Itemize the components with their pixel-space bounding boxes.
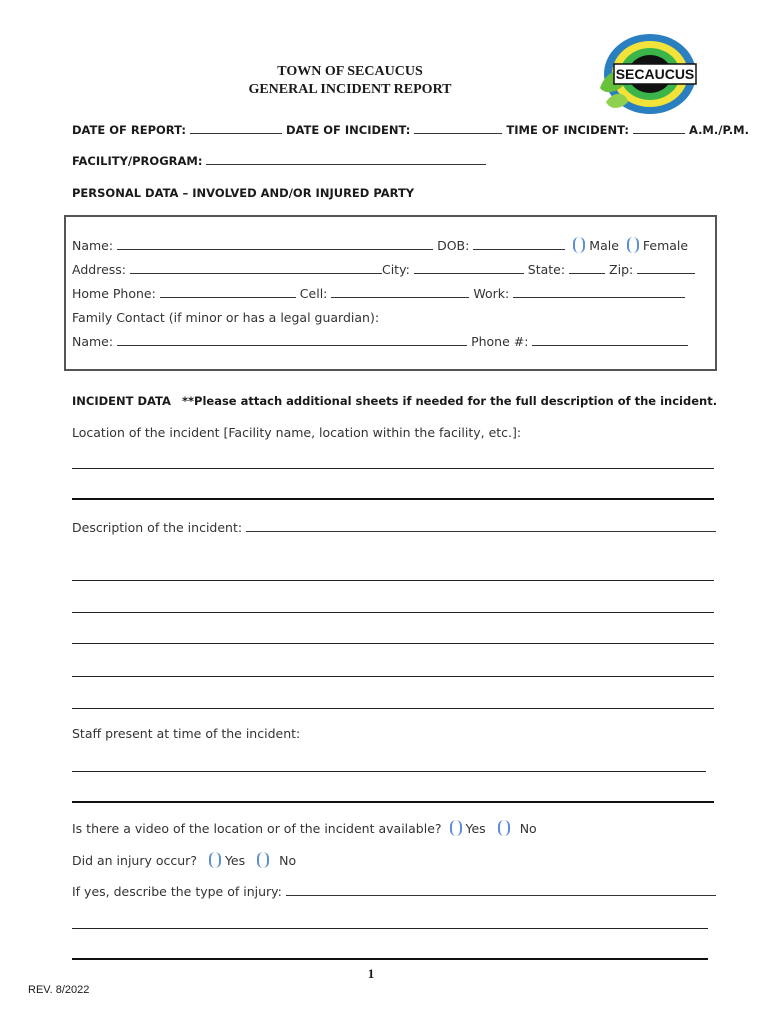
description-line-3[interactable] [72,643,714,644]
city-field[interactable] [414,262,524,274]
top-fields-row [72,122,749,137]
home-phone-label: Home Phone: [72,286,156,301]
injury-line-2[interactable] [72,958,708,960]
phone-field[interactable] [532,334,688,346]
facility-field[interactable] [206,153,486,165]
name-field[interactable] [117,238,433,250]
description-label: Description of the incident: [72,520,243,535]
injury-line-1[interactable] [72,928,708,929]
injury-desc-label: If yes, describe the type of injury: [72,884,282,899]
town-title: TOWN OF SECAUCUS [277,64,423,79]
injury-no-label: No [279,853,297,868]
cell-field[interactable] [331,286,469,298]
date-of-report-field[interactable] [190,122,282,134]
contact-row [72,334,688,349]
injury-desc-field[interactable] [286,884,716,896]
time-of-incident-label: TIME OF INCIDENT: [506,123,629,137]
state-label: State: [527,262,566,277]
facility-row [72,153,486,168]
secaucus-logo [592,30,702,116]
description-row [72,520,716,535]
name-label: Name: [72,238,114,253]
logo-text: SECAUCUS [615,66,695,82]
state-field[interactable] [569,262,605,274]
date-of-report-label: DATE OF REPORT: [72,123,186,137]
home-phone-field[interactable] [160,286,296,298]
injury-question: Did an injury occur? [72,853,197,868]
name-row [72,237,688,253]
female-checkbox[interactable] [627,237,639,253]
contact-name-field[interactable] [117,334,467,346]
video-question: Is there a video of the location or of the incident available? [72,821,442,836]
staff-line-2[interactable] [72,801,714,803]
incident-note: **Please attach additional sheets if needed for the full description of the incident. [182,394,718,408]
injury-desc-row [72,884,716,899]
description-line-5[interactable] [72,708,714,709]
address-row [72,262,695,277]
work-label: Work: [473,286,510,301]
date-of-incident-label: DATE OF INCIDENT: [286,123,411,137]
date-of-incident-field[interactable] [414,122,502,134]
injury-yes-label: Yes [224,853,246,868]
dob-label: DOB: [437,238,470,253]
family-contact-label: Family Contact (if minor or has a legal guardian): [72,310,380,325]
dob-field[interactable] [473,238,565,250]
zip-label: Zip: [609,262,634,277]
injury-row [72,852,296,868]
revision-label: REV. 8/2022 [28,984,90,996]
video-yes-checkbox[interactable] [450,820,462,836]
location-label: Location of the incident [Facility name, location within the facility, etc.]: [72,425,522,440]
report-title: GENERAL INCIDENT REPORT [248,82,452,97]
injury-no-checkbox[interactable] [257,852,269,868]
cell-label: Cell: [299,286,328,301]
am-pm-label: A.M./P.M. [688,123,749,137]
personal-data-heading: PERSONAL DATA – INVOLVED AND/OR INJURED PARTY [72,186,415,200]
description-line-4[interactable] [72,676,714,677]
page-number: 1 [367,966,375,981]
location-line-2[interactable] [72,498,714,500]
description-line-1[interactable] [72,580,714,581]
time-of-incident-field[interactable] [633,122,685,134]
incident-data-heading: INCIDENT DATA [72,394,171,408]
city-label: City: [381,262,410,277]
injury-yes-checkbox[interactable] [209,852,221,868]
female-label: Female [642,238,689,253]
staff-line-1[interactable] [72,771,706,772]
zip-field[interactable] [637,262,695,274]
work-field[interactable] [513,286,685,298]
address-label: Address: [72,262,126,277]
male-label: Male [589,238,619,253]
contact-name-label: Name: [72,334,114,349]
video-row [72,820,537,836]
phone-row [72,286,685,301]
description-field[interactable] [246,520,716,532]
male-checkbox[interactable] [573,237,585,253]
video-no-label: No [519,821,537,836]
phone-label: Phone #: [471,334,529,349]
video-yes-label: Yes [465,821,486,836]
address-field[interactable] [130,262,382,274]
location-line-1[interactable] [72,468,714,469]
staff-label: Staff present at time of the incident: [72,726,301,741]
video-no-checkbox[interactable] [498,820,510,836]
facility-label: FACILITY/PROGRAM: [72,154,203,168]
description-line-2[interactable] [72,612,714,613]
